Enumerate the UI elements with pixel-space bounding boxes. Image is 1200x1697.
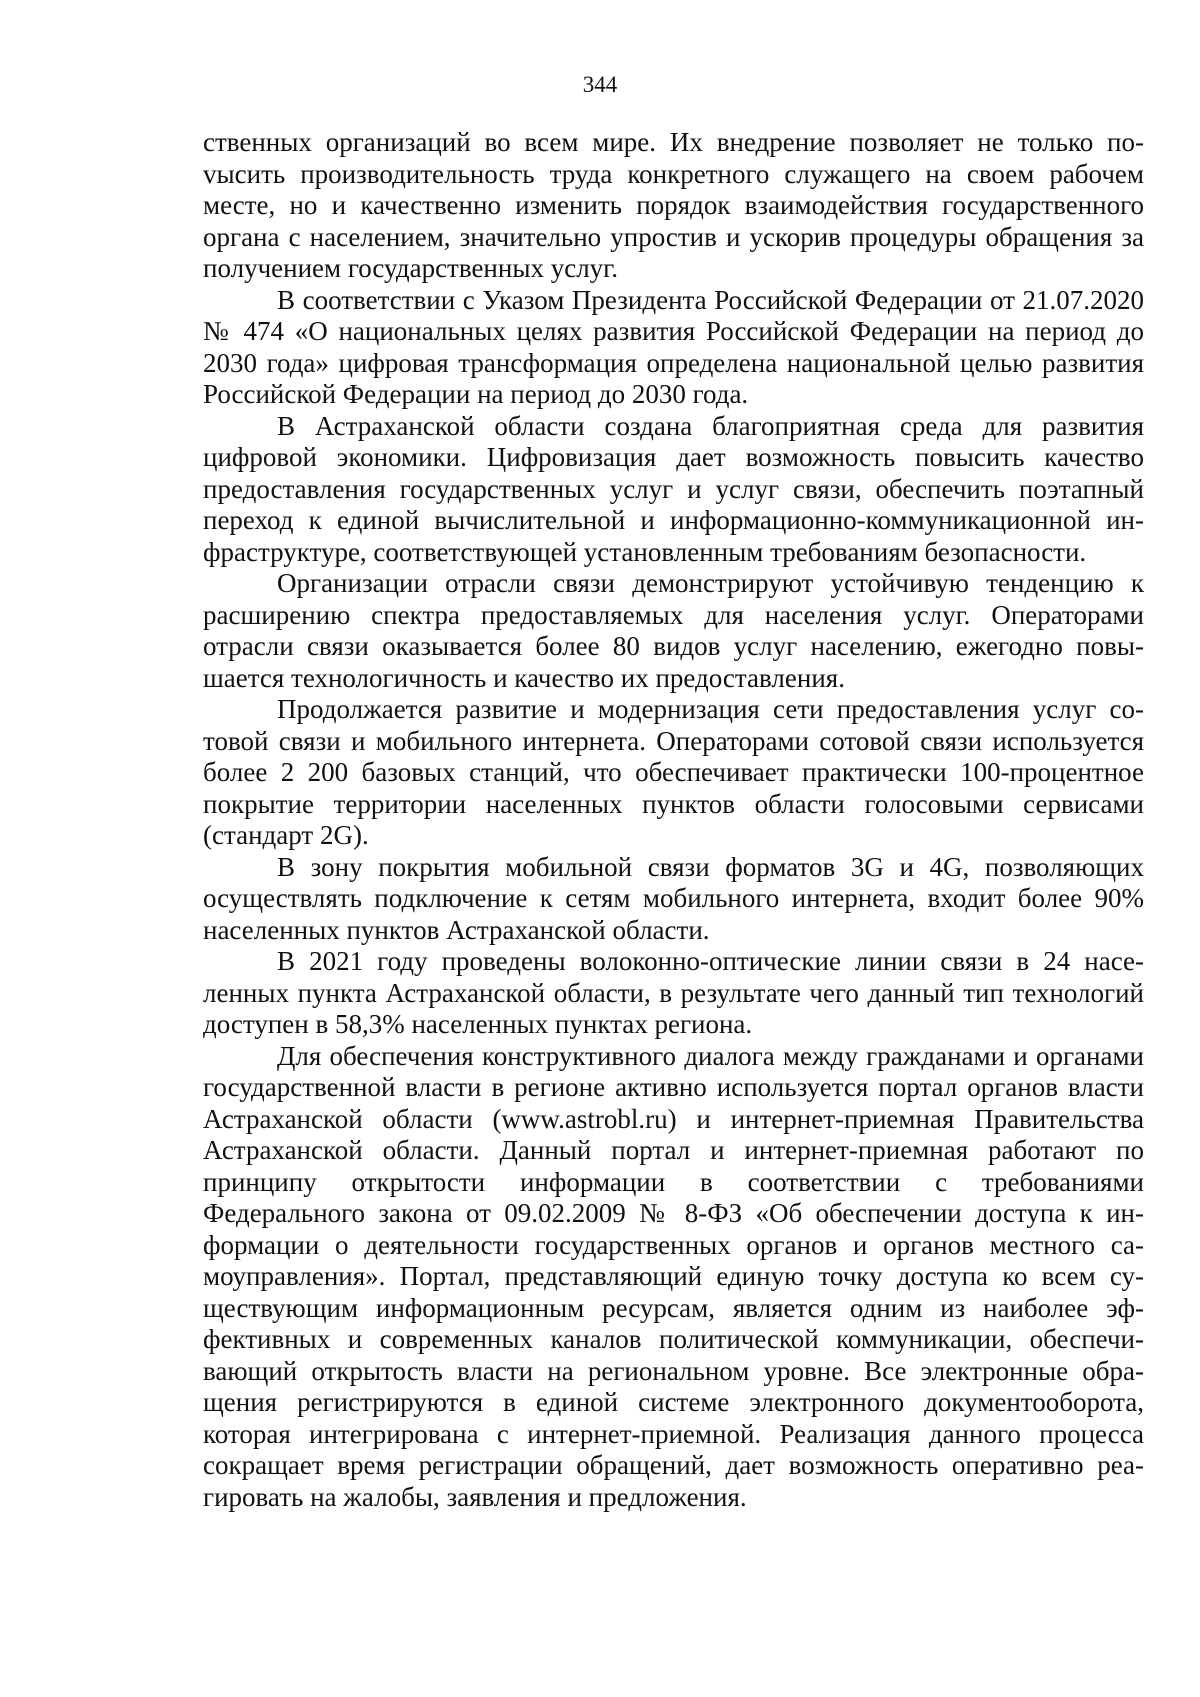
page-number: 344 — [582, 72, 618, 97]
paragraph-mobile-coverage: В зону покрытия мобильной связи форматов 3G и 4G, позволяющих осуществлять подключение к сетям мобильного интернета, входит более 90% населенных пунктов Астраханской области. — [203, 851, 1144, 945]
paragraph-continuation: ственных организаций во всем мире. Их внедрение позволяет не только поvысить производительность труда конкретного служащего на своем рабочем месте, но и качественно изменить порядок взаимодействия государственного органа с населением, значительно упростив и ускорив процедуры обращения за получением государственных услуг. — [203, 127, 1144, 283]
paragraph-presidential-decree: В соответствии с Указом Президента Российской Федерации от 21.07.2020 № 474 «О национальных целях развития Российской Федерации на период до 2030 года» цифровая трансформация определена национальной целью развития Российской Федерации на период до 2030 года. — [203, 284, 1144, 409]
paragraph-fiber-optic: В 2021 году проведены волоконно-оптические линии связи в 24 населенных пункта Астраханской области, в результате чего данный тип технологий доступен в 58,3% населенных пунктах региона. — [203, 946, 1144, 1039]
paragraph-communication-industry: Организации отрасли связи демонстрируют устойчивую тенденцию к расширению спектра предоставляемых для населения услуг. Операторами отрасли связи оказывается более 80 видов услуг населению, ежегодно повышается технологичность и качество их предоставления. — [203, 568, 1144, 693]
paragraph-government-portal: Для обеспечения конструктивного диалога между гражданами и органами государственной власти в регионе активно используется портал органов власти Астраханской области (www.astrobl.ru) и интернет-приемная Правительства Астраханской области. Данный портал и интернет-приемная работают по принципу открытости информации в соответствии с требованиями Федерального закона от 09.02.2009 № 8-ФЗ «Об обеспечении доступа к информации о деятельности государственных органов и органов местного самоуправления». Портал, представляющий единую точку доступа ко всем существующим информационным ресурсам, является одним из наиболее эффективных и современных каналов политической коммуникации, обеспечивающий открытость власти на региональном уровне. Все электронные обращения регистрируются в единой системе электронного документооборота, которая интегрирована с интернет-приемной. Реализация данного процесса сокращает время регистрации обращений, дает возможность оперативно реагировать на жалобы, заявления и предложения. — [203, 1040, 1144, 1512]
body-text — [203, 127, 1144, 1513]
paragraph-cellular-network: Продолжается развитие и модернизация сети предоставления услуг сотовой связи и мобильного интернета. Операторами сотовой связи используется более 2 200 базовых станций, что обеспечивает практически 100-процентное покрытие территории населенных пунктов области голосовыми сервисами (стандарт 2G). — [203, 694, 1144, 850]
paragraph-digital-economy: В Астраханской области создана благоприятная среда для развития цифровой экономики. Цифровизация дает возможность повысить качество предоставления государственных услуг и услуг связи, обеспечить поэтапный переход к единой вычислительной и информационно-коммуникационной инфраструктуре, соответствующей установленным требованиям безопасности. — [203, 410, 1144, 567]
